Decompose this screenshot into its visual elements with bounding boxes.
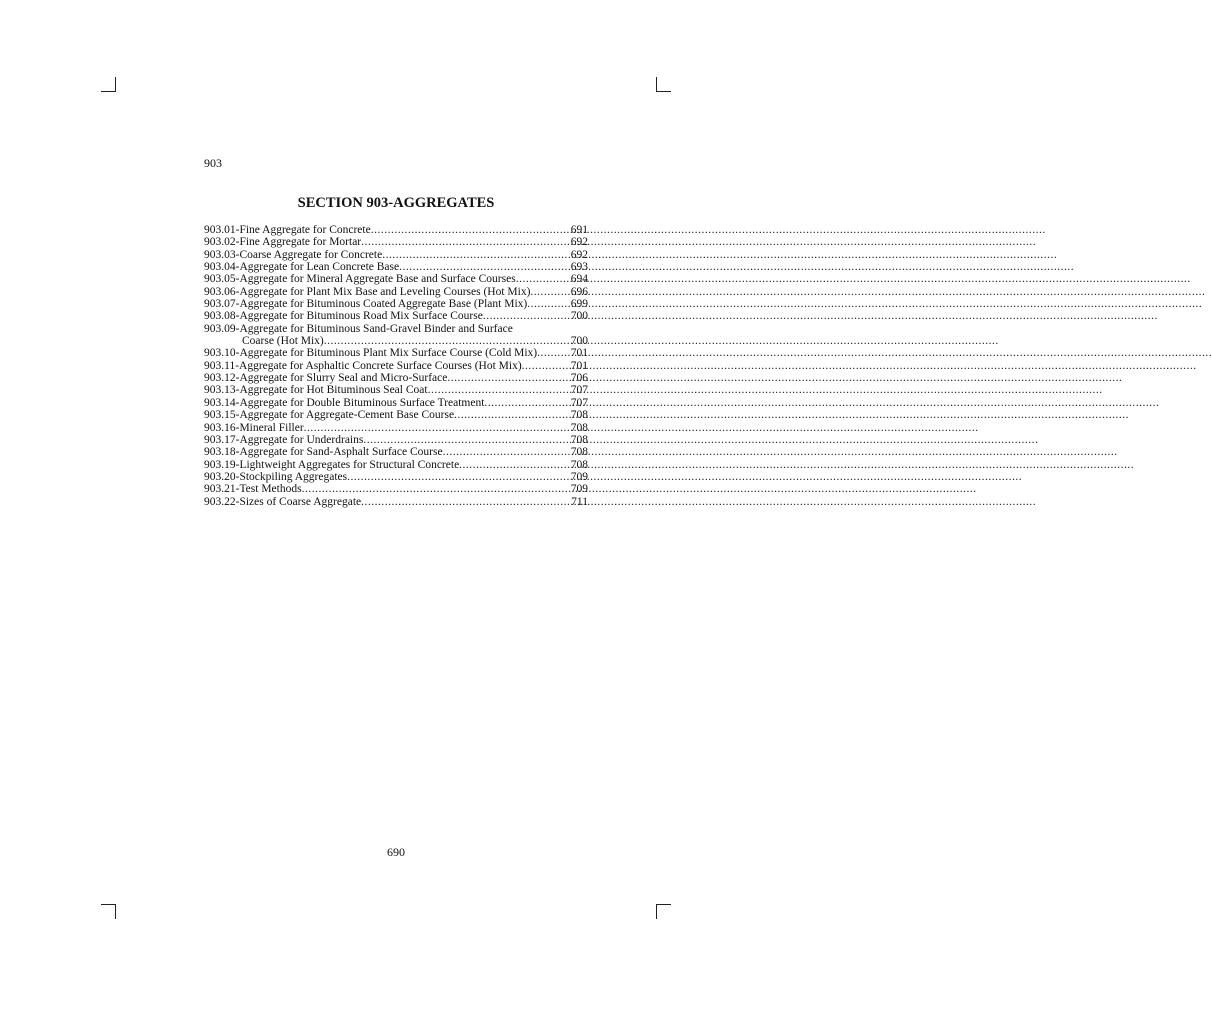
toc-entry [204,236,588,248]
toc-entry-page: 708 [570,458,588,471]
toc-entry [204,224,588,236]
toc-entry-page: 706 [570,372,588,385]
toc-entry-title: 903.18-Aggregate for Sand-Asphalt Surface Course [204,446,443,459]
dot-leader [459,459,569,471]
toc-entry-title: 903.17-Aggregate for Underdrains [204,433,364,446]
toc-entry-page: 709 [570,470,588,483]
dot-leader [363,434,568,446]
toc-entry [204,459,588,471]
dot-leader [530,286,568,298]
crop-mark-top-left [101,77,116,92]
toc-entry-title: 903.05-Aggregate for Mineral Aggregate Base and Surface Courses [204,273,516,286]
toc-entry-page: 692 [570,248,588,261]
toc-entry-continuation [204,335,588,347]
toc-entry [204,286,588,298]
toc-entry-title: 903.12-Aggregate for Slurry Seal and Micro-Surface [204,372,448,385]
crop-mark-top-right [656,77,671,92]
dot-leader [447,372,568,384]
toc-entry-continuation-title: Coarse (Hot Mix) [242,335,324,348]
toc-entry [204,298,588,310]
dot-leader [371,224,569,236]
toc-entry-page: 708 [570,421,588,434]
dot-leader [537,347,569,359]
toc-entry-page: 708 [570,433,588,446]
toc-entry-page: 693 [570,261,588,274]
toc-entry-title: 903.13-Aggregate for Hot Bituminous Seal Coat [204,384,428,397]
dot-leader [483,310,569,322]
toc-entry [204,409,588,421]
toc-entry [204,273,588,285]
toc-entry-title: 903.03-Coarse Aggregate for Concrete [204,248,383,261]
toc-entry-title: 903.04-Aggregate for Lean Concrete Base [204,261,400,274]
crop-mark-bottom-left [101,904,116,919]
dot-leader [324,335,569,347]
toc-entry-page: 709 [570,483,588,496]
running-head: 903 [204,156,222,170]
toc-entry [204,434,588,446]
toc-entry-title: 903.02-Fine Aggregate for Mortar [204,236,362,249]
table-of-contents [204,224,588,508]
dot-leader [361,236,569,248]
dot-leader [347,471,569,483]
toc-entry-page: 699 [570,298,588,311]
toc-entry-title: 903.11-Aggregate for Asphaltic Concrete Surface Courses (Hot Mix) [204,359,522,372]
toc-entry [204,347,588,359]
toc-entry [204,360,588,372]
dot-leader [484,397,568,409]
toc-entry [204,422,588,434]
toc-entry-title: 903.22-Sizes of Coarse Aggregate [204,495,362,508]
toc-entry [204,471,588,483]
toc-entry-title: 903.19-Lightweight Aggregates for Structural Concrete [204,458,460,471]
dot-leader [382,249,569,261]
section-title: SECTION 903-AGGREGATES [297,195,495,211]
toc-entry-page: 708 [570,446,588,459]
dot-leader [304,422,569,434]
toc-entry-title: 903.09-Aggregate for Bituminous Sand-Gravel Binder and Surface [204,322,513,335]
toc-entry [204,249,588,261]
toc-entry-page: 708 [570,409,588,422]
dot-leader [454,409,569,421]
toc-entry-title: 903.07-Aggregate for Bituminous Coated Aggregate Base (Plant Mix) [204,298,528,311]
toc-entry-page: 707 [570,396,588,409]
dot-leader [428,384,569,396]
toc-entry-title: 903.14-Aggregate for Double Bituminous Surface Treatment [204,396,485,409]
toc-entry-page: 691 [570,224,588,236]
crop-mark-bottom-right [656,904,671,919]
toc-entry [204,397,588,409]
toc-entry-title: 903.01-Fine Aggregate for Concrete [204,224,371,236]
toc-entry [204,384,588,396]
dot-leader [527,298,569,310]
toc-entry [204,310,588,322]
dot-leader [361,496,569,508]
page-number: 690 [387,845,405,859]
toc-entry-page: 696 [570,285,588,298]
dot-leader [302,483,569,495]
toc-entry-title: 903.15-Aggregate for Aggregate-Cement Base Course [204,409,455,422]
dot-leader [516,273,569,285]
dot-leader [399,261,569,273]
toc-entry-title: 903.20-Stockpiling Aggregates [204,470,348,483]
toc-entry-title: 903.06-Aggregate for Plant Mix Base and Leveling Courses (Hot Mix) [204,285,531,298]
toc-entry-title: 903.16-Mineral Filler [204,421,304,434]
dot-leader [443,446,569,458]
toc-entry-page: 692 [570,236,588,249]
toc-entry-page: 694 [570,273,588,286]
toc-entry [204,372,588,384]
toc-entry-page: 711 [571,495,588,508]
toc-entry-page: 700 [570,335,588,348]
toc-entry [204,261,588,273]
toc-entry-title: 903.10-Aggregate for Bituminous Plant Mix Surface Course (Cold Mix) [204,347,538,360]
toc-entry-page: 707 [570,384,588,397]
toc-entry-title: 903.08-Aggregate for Bituminous Road Mix Surface Course [204,310,483,323]
toc-entry-page: 701 [570,347,588,360]
toc-entry-page: 700 [570,310,588,323]
toc-entry [204,483,588,495]
toc-entry-title: 903.21-Test Methods [204,483,302,496]
toc-entry [204,323,588,335]
dot-leader [522,360,569,372]
toc-entry [204,496,588,508]
toc-entry [204,446,588,458]
toc-entry-page: 701 [570,359,588,372]
